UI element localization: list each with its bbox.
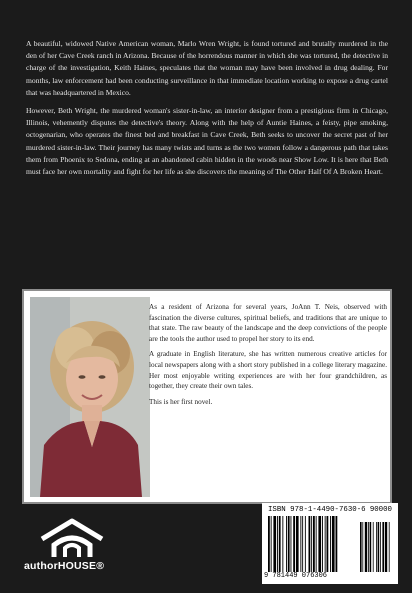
isbn-number xyxy=(268,506,392,514)
bio-paragraph-1: As a resident of Arizona for several years, JoAnn T. Neis, observed with fascination the diverse cultures, spiritual beliefs, and traditions that are unique to that state. The raw beauty of the landscape and the deep convictions of the people are the tools the author used to propel her story to its end. xyxy=(149,303,387,343)
book-synopsis xyxy=(26,38,388,184)
author-photo xyxy=(30,297,150,497)
publisher-name: authorHOUSE® xyxy=(24,560,105,572)
barcode-bars xyxy=(268,516,392,572)
isbn-label: ISBN 978-1-4490-7630-6 xyxy=(268,506,366,514)
author-panel xyxy=(22,289,392,504)
isbn-add-on: 90000 xyxy=(369,506,392,514)
synopsis-paragraph-1: A beautiful, widowed Native American woman, Marlo Wren Wright, is found tortured and brutally murdered in the den of her Cave Creek ranch in Arizona. Because of the horrendous manner in which she was tortured, the detective in charge of the investigation, Keith Haines, speculates that the woman may have been involved in drug dealing. For months, law enforcement had been conducting surveillance in that immediate location working to expose a drug cartel that was headquartered in Mexico. xyxy=(26,39,388,97)
synopsis-paragraph-2: However, Beth Wright, the murdered woman's sister-in-law, an interior designer from a prestigious firm in Chicago, Illinois, vehemently disputes the detective's theory. Along with the help of Auntie Haines, a feisty, pipe smoking, octogenarian, who operates the finest bed and breakfast in Cave Creek, Beth seeks to uncover the secret past of her murdered sister-in-law. Their journey has many twists and turns as the two women follow a dangerous path that takes them from Phoenix to Sedona, ending at an abandoned cabin hidden in the woods near Show Low. It is here that Beth must face her own mortality and fight for her life as she discovers the meaning of The Other Half Of A Broken Heart. xyxy=(26,106,388,177)
isbn-barcode xyxy=(262,503,398,584)
author-bio xyxy=(149,302,387,412)
barcode-digits: 9 781449 076306 xyxy=(264,572,328,580)
bio-paragraph-2: A graduate in English literature, she has written numerous creative articles for local newspapers along with a short story published in a college literary magazine. Her most enjoyable writing experiences are with her four grandchildren, as together, they create their own tales. xyxy=(149,350,387,391)
bio-paragraph-3: This is her first novel. xyxy=(149,397,213,406)
